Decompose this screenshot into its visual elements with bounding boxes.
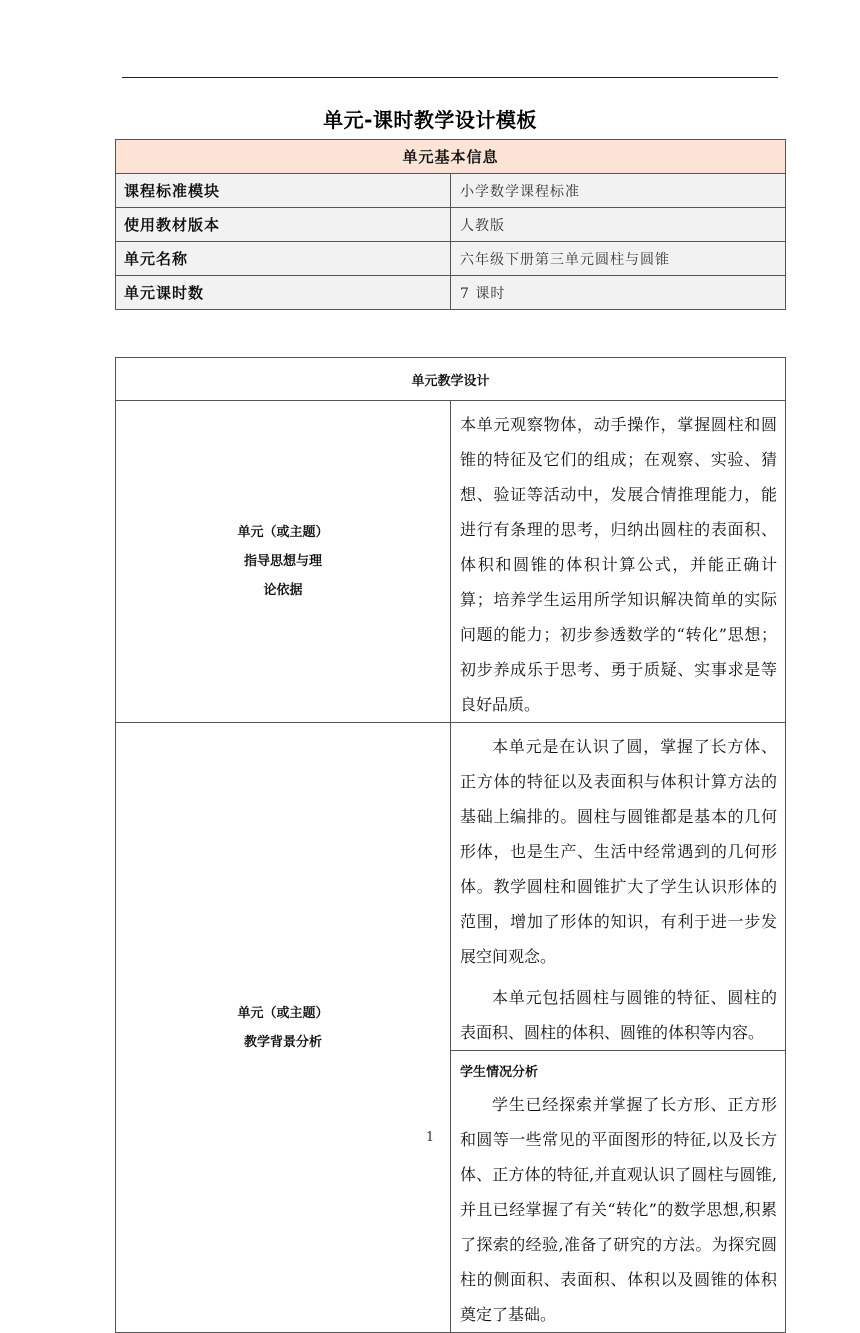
unit-design-table	[115, 357, 786, 1333]
page-number: 1	[425, 1130, 435, 1145]
info-label: 使用教材版本	[116, 208, 451, 242]
table-row	[116, 242, 786, 276]
background-label-line: 教学背景分析	[243, 1034, 322, 1050]
background-content	[451, 723, 786, 1051]
guiding-label-line: 指导思想与理	[243, 554, 322, 569]
header-rule	[122, 77, 778, 78]
table-row	[116, 723, 786, 1051]
info-label: 单元课时数	[116, 276, 451, 310]
guiding-text: 本单元观察物体，动手操作，掌握圆柱和圆锥的特征及它们的组成；在观察、实验、猜想、验证等活动中，发展合情推理能力，能进行有条理的思考，归纳出圆柱的表面积、体积和圆锥的体积计算公式，并能正确计算；培养学生运用所学知识解决简单的实际问题的能力；初步参透数学的“转化”思想；初步养成乐于思考、勇于质疑、实事求是等良好品质。	[460, 415, 777, 714]
basic-info-heading: 单元基本信息	[116, 140, 786, 174]
background-paragraph: 本单元包括圆柱与圆锥的特征、圆柱的表面积、圆柱的体积、圆锥的体积等内容。	[460, 988, 777, 1042]
guiding-label	[116, 401, 451, 723]
guiding-content	[451, 401, 786, 723]
info-value: 小学数学课程标准	[451, 174, 786, 208]
info-value: 7 课时	[451, 276, 786, 310]
info-label: 单元名称	[116, 242, 451, 276]
student-analysis-heading: 学生情况分析	[460, 1065, 539, 1080]
background-label-line: 单元（或主题）	[237, 1005, 329, 1021]
info-label: 课程标准模块	[116, 174, 451, 208]
table-row	[116, 401, 786, 723]
background-label	[116, 723, 451, 1333]
guiding-label-line: 单元（或主题）	[237, 525, 329, 540]
table-row	[116, 276, 786, 310]
student-analysis-text: 学生已经探索并掌握了长方形、正方形和圆等一些常见的平面图形的特征,以及长方体、正方体的特征,并直观认识了圆柱与圆锥,并且已经掌握了有关“转化”的数学思想,积累了探索的经验,准备了研究的方法。为探究圆柱的侧面积、表面积、体积以及圆锥的体积奠定了基础。	[460, 1095, 777, 1324]
table-row	[116, 174, 786, 208]
guiding-label-line: 论依据	[263, 583, 303, 598]
info-value: 六年级下册第三单元圆柱与圆锥	[451, 242, 786, 276]
basic-info-table	[115, 139, 786, 310]
info-value: 人教版	[451, 208, 786, 242]
background-paragraph: 本单元是在认识了圆，掌握了长方体、正方体的特征以及表面积与体积计算方法的基础上编排的。圆柱与圆锥都是基本的几何形体，也是生产、生活中经常遇到的几何形体。教学圆柱和圆锥扩大了学生认识形体的范围，增加了形体的知识，有利于进一步发展空间观念。	[460, 737, 777, 966]
unit-design-heading: 单元教学设计	[116, 358, 786, 401]
document-title: 单元-课时教学设计模板	[323, 108, 537, 132]
student-analysis-content	[451, 1051, 786, 1333]
table-row	[116, 208, 786, 242]
